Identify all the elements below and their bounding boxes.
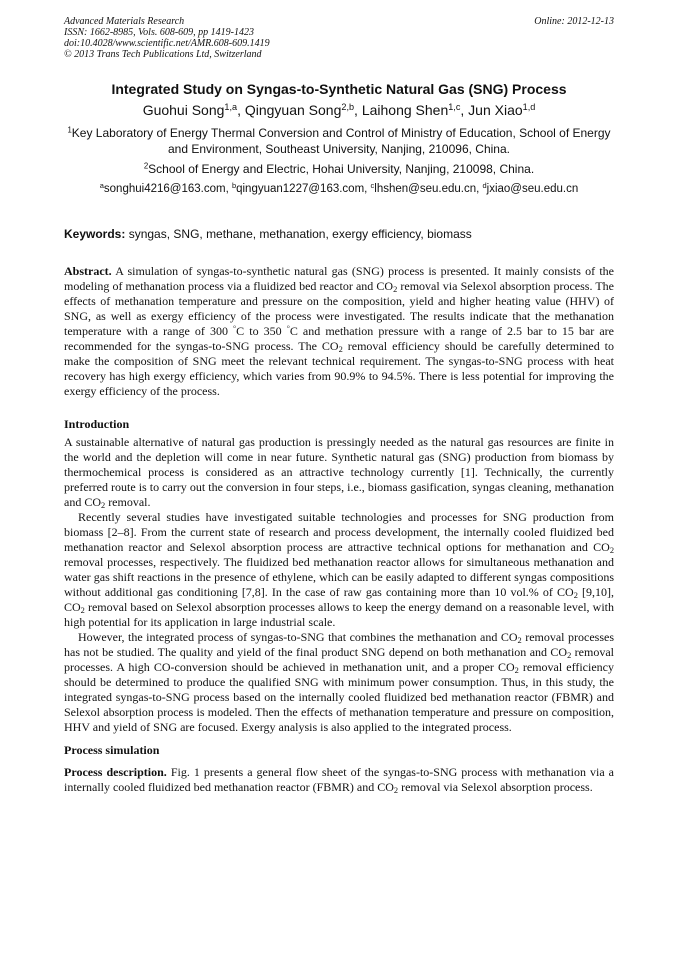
paragraph-text: removal processes. A high CO-conversion should be achieved in methanation unit, and a proper CO [64,645,614,674]
author-affiliation-mark: 2,b [341,102,355,112]
subscript: 2 [514,666,519,676]
author-affiliation-mark: 1,c [448,102,461,112]
subscript: 2 [517,636,522,646]
paragraph-text: removal. [105,495,151,509]
email-address[interactable]: jxiao@seu.edu.cn [486,183,579,195]
abstract-text: C to 350 [236,324,287,338]
author-name: Guohui Song [142,102,225,118]
keywords [64,227,614,242]
journal-header [64,16,614,60]
email-mark: a [99,180,104,190]
journal-name: Advanced Materials Research [64,16,185,27]
intro-paragraph-1 [64,435,614,510]
author-name: Laihong Shen [361,102,449,118]
abstract-text: C and methation pressure with a range of 2.5 bar to 15 bar are recommended for the syngas-to-SNG process. The CO [64,324,615,353]
subsection-label: Process description. [64,765,167,779]
email-mark: c [370,180,375,190]
doi-line: doi:10.4028/www.scientific.net/AMR.608-609.1419 [64,38,270,49]
paragraph-text: removal efficiency should be determined to produce the qualified SNG with minimum power consumption. Thus, in this study, the integrated syngas-to-SNG process based on the internally cooled fluidized bed methanation reactor (FBMR) and Selexol absorption process is modeled. Then the effects of methanation temperature and pressure on composition, HHV and yield of SNG are focused. Exergy analysis is also applied to the integrated process. [64,660,614,734]
affiliation-1 [64,125,614,157]
subscript: 2 [393,285,398,295]
subscript: 2 [101,501,106,511]
paragraph-text: Fig. 1 presents a general flow sheet of the syngas-to-SNG process with methanation via a internally cooled fluidized bed methanation reactor (FBMR) and CO [64,765,614,794]
intro-paragraph-2 [64,510,614,630]
paragraph-text: Recently several studies have investigated suitable technologies and processes for SNG production from biomass [2–8]. From the current state of research and process development, the internally cooled fluidized bed methanation reactor and Selexol absorption process are attractive technical options for methanation and CO [64,510,614,554]
abstract [64,264,614,399]
affiliation-2 [64,161,614,177]
paragraph-text: removal processes, respectively. The fluidized bed methanation reactor allows for simultaneous methanation and water gas shift reactions in the presence of ethylene, which can be easily adapted to different syngas compositions without additional gas conditioning [7,8]. In the case of raw gas containing more than 10 vol.% of CO [64,555,614,599]
paragraph-text: However, the integrated process of syngas-to-SNG that combines the methanation and CO [78,630,518,644]
issn-line: ISSN: 1662-8985, Vols. 608-609, pp 1419-1423 [64,27,254,38]
email-address[interactable]: qingyuan1227@163.com [236,183,365,195]
affiliation-text: School of Energy and Electric, Hohai University, Nanjing, 210098, China. [148,162,535,176]
subscript: 2 [338,345,343,355]
author-affiliation-mark: 1,a [224,102,238,112]
affiliation-mark: 2 [143,161,149,171]
keywords-label: Keywords: [64,227,126,241]
abstract-text: A simulation of syngas-to-synthetic natural gas (SNG) process is presented. It mainly consists of the modeling of methanation process via a fluidized bed reactor and CO [64,264,614,293]
author-name: Jun Xiao [468,102,523,118]
abstract-text: removal efficiency should be carefully determined to make the composition of SNG meet the relevant technical requirement. The syngas-to-SNG process with heat recovery has high exergy efficiency, which varies from 90.9% to 94.5%. There is less potential for improving the exergy efficiency of the process. [64,339,615,398]
paper-title: Integrated Study on Syngas-to-Synthetic Natural Gas (SNG) Process [111,81,567,97]
abstract-text: removal via Selexol absorption process. The effects of methanation temperature and pressure on the composition, yield and higher heating value (HHV) of SNG, as well as exergy efficiency of the process were investigated. The results indicate that the methanation temperature with a range of 300 [64,279,615,338]
paragraph-text: A sustainable alternative of natural gas production is pressingly needed as the natural gas resources are finite in the world and the depletion will come in near future. Synthetic natural gas (SNG) production from biomass by thermochemical process is considered as an attractive technology currently [1]. Technically, the currently preferred route is to carry out the conversion in four steps, i.e., biomass gasification, syngas cleaning, methanation and CO [64,435,614,509]
degree-mark: ° [286,323,290,333]
section-heading-process-simulation: Process simulation [64,743,160,757]
subscript: 2 [80,606,85,616]
affiliation-text: Key Laboratory of Energy Thermal Conversion and Control of Ministry of Education, School of Energy and Environment, Southeast University, Nanjing, 210096, China. [71,126,611,156]
email-mark: b [231,180,237,190]
paragraph-text: removal processes has not be studied. The quality and yield of the final product SNG depend on both methanation and CO [64,630,614,659]
degree-mark: ° [233,323,237,333]
email-address[interactable]: lhshen@seu.edu.cn [374,183,477,195]
copyright-line: © 2013 Trans Tech Publications Ltd, Switzerland [64,49,262,60]
email-mark: d [482,180,487,190]
online-date: Online: 2012-12-13 [534,16,614,27]
author-name: Qingyuan Song [244,102,342,118]
paragraph-text: removal via Selexol absorption process. [398,780,593,794]
author-affiliation-mark: 1,d [522,102,536,112]
author-emails: $^a$songhui4216@163.com, $^b$qingyuan1227@163.com, $^c$lhshen@seu.edu.cn, $^d$jxiao@seu.edu.cn [99,180,579,195]
keywords-text: syngas, SNG, methane, methanation, exergy efficiency, biomass [128,227,472,241]
author-list: Guohui Song$^{1,a}$, Qingyuan Song$^{2,b}$, Laihong Shen$^{1,c}$, Jun Xiao$^{1,d}$ [142,102,536,118]
process-description-paragraph [64,765,614,795]
section-heading-introduction: Introduction [64,417,130,431]
paragraph-text: removal based on Selexol absorption processes allows to keep the energy demand on a reasonable level, with high potential for its application in large industrial scale. [64,600,614,629]
subscript: 2 [567,651,572,661]
affiliation-mark: 1 [67,125,72,135]
subscript: 2 [573,591,578,601]
email-address[interactable]: songhui4216@163.com [103,183,226,195]
abstract-label: Abstract. [64,264,112,278]
subscript: 2 [609,546,614,556]
subscript: 2 [393,786,399,796]
paragraph-text: [9,10], CO [64,585,614,614]
intro-paragraph-3 [64,630,614,735]
